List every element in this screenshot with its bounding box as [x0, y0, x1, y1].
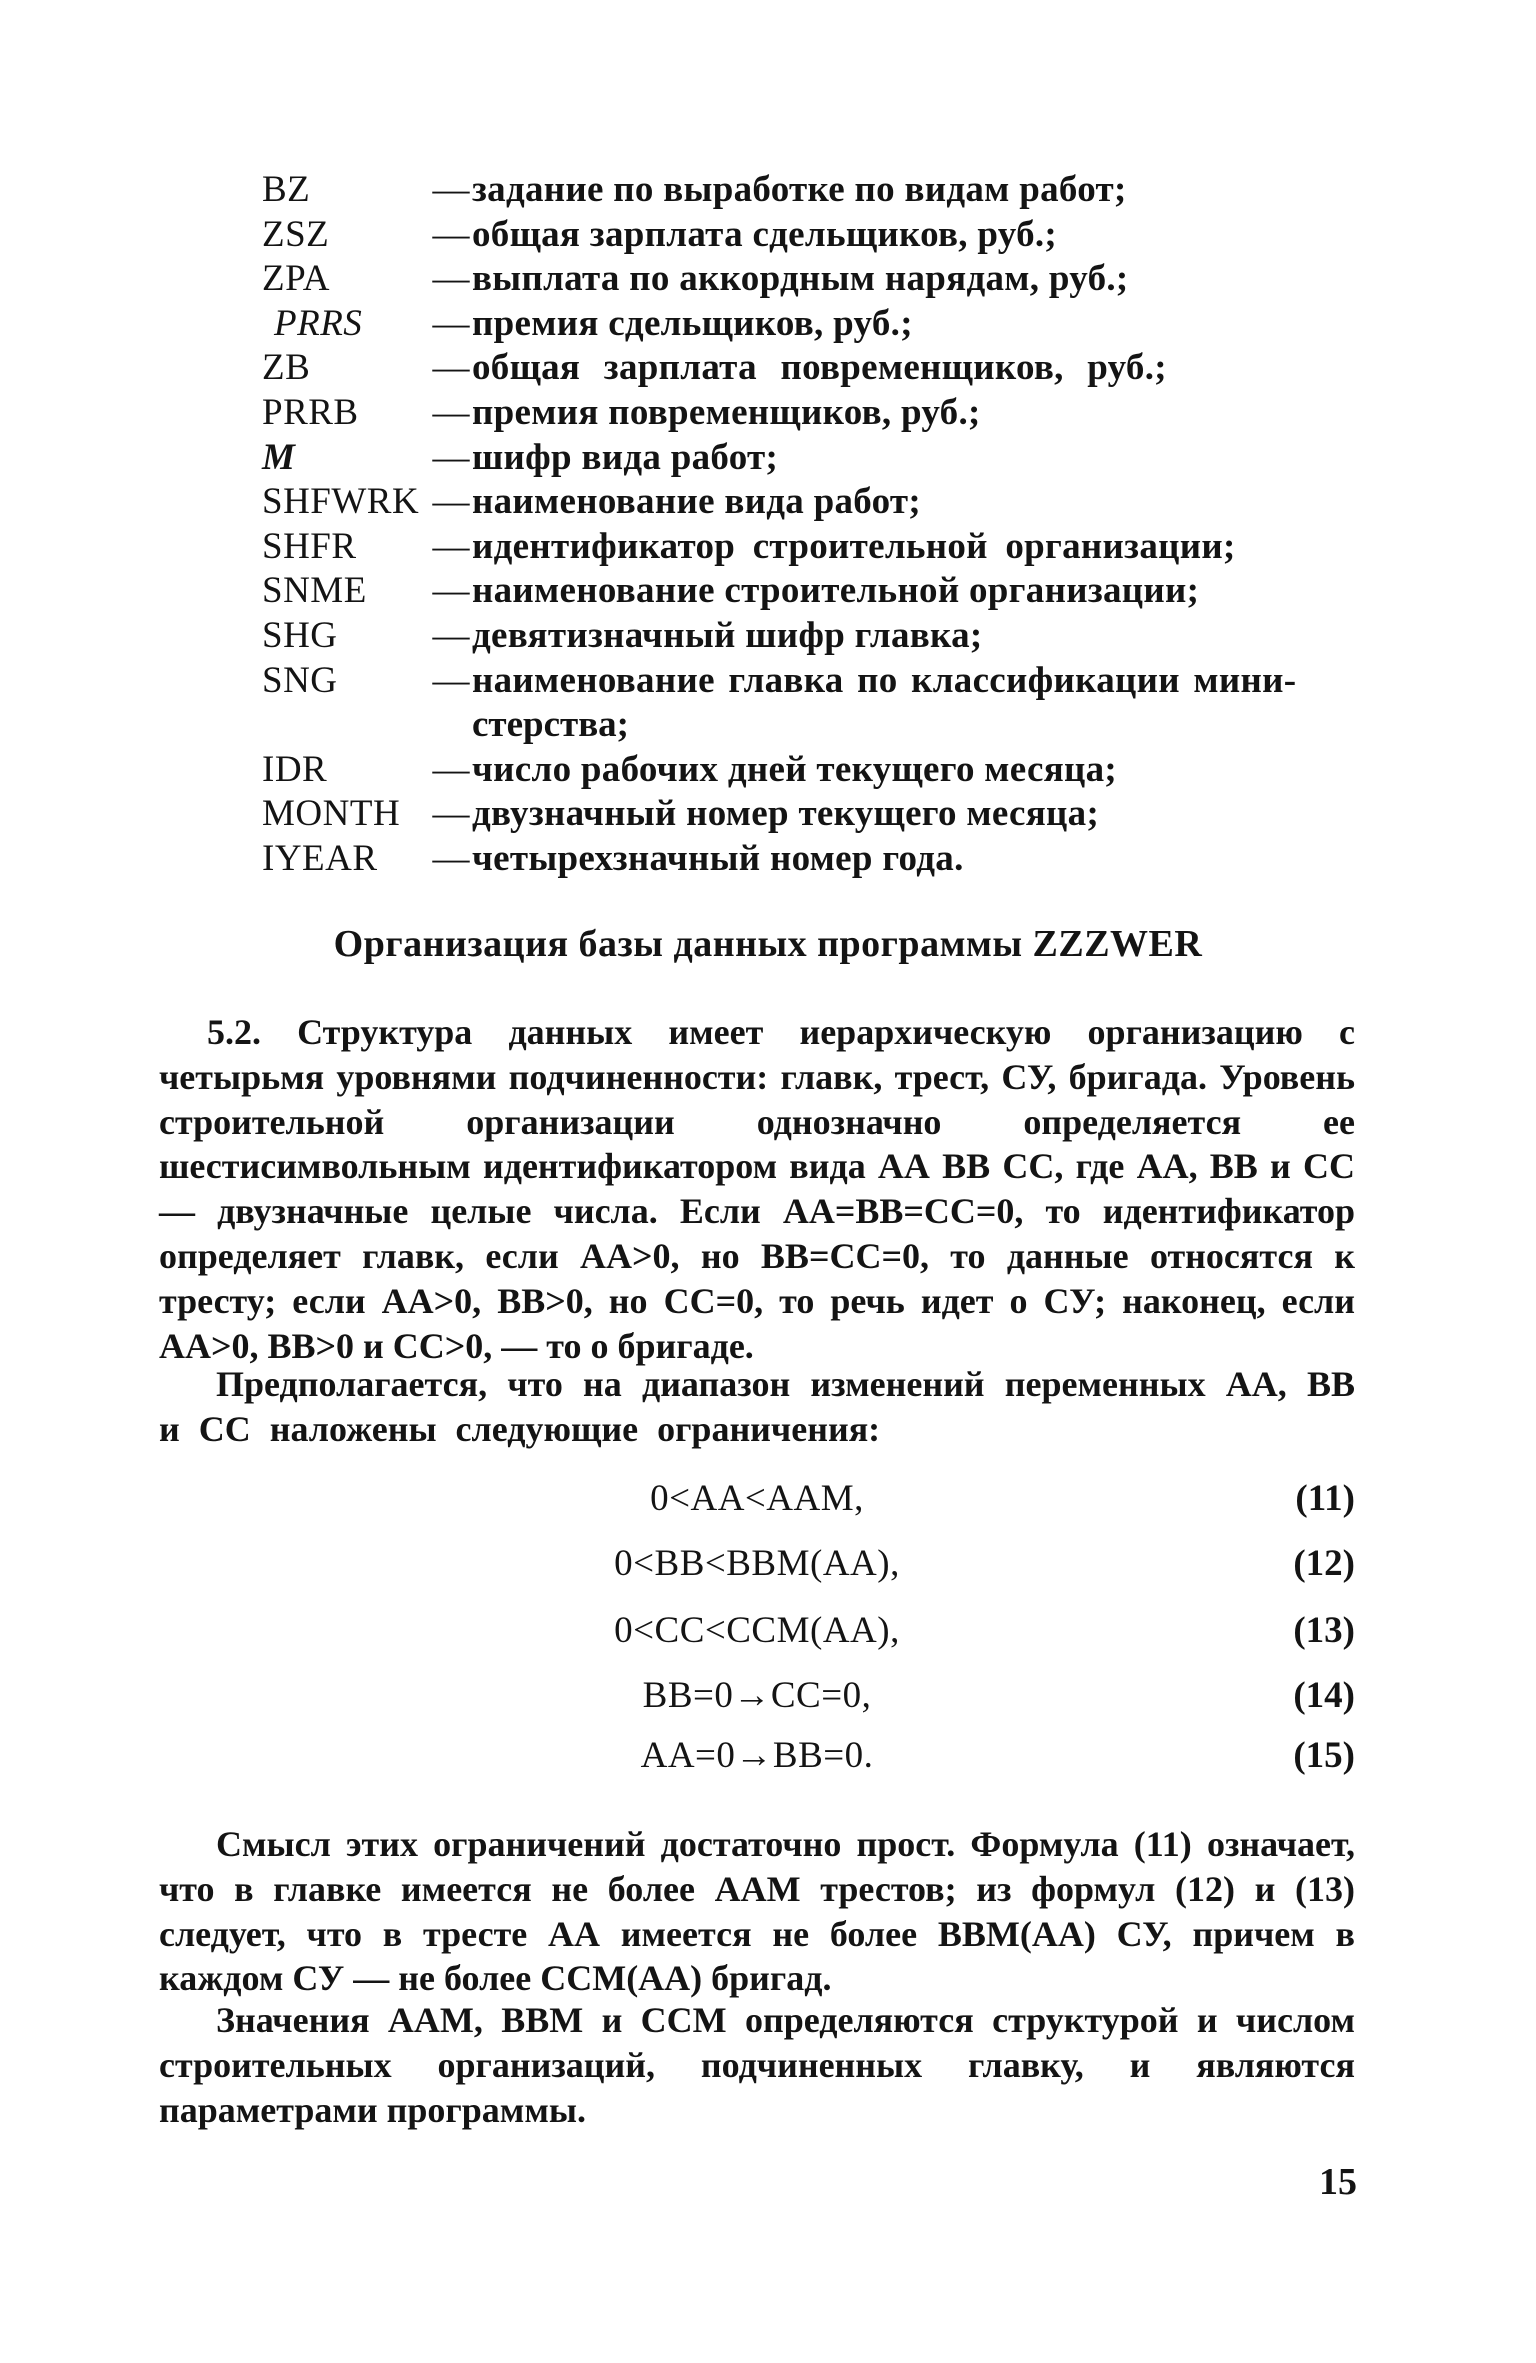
variable-dash: —: [432, 436, 470, 478]
variable-name: IDR: [262, 748, 328, 790]
section-heading: Организация базы данных программы ZZZWER: [333, 923, 1203, 965]
variable-name: ZPA: [262, 258, 331, 300]
variable-row: [262, 346, 1312, 391]
variable-description: общая зарплата сдельщиков, руб.;: [472, 213, 1058, 255]
variable-description: шифр вида работ;: [472, 436, 779, 478]
variable-name: ZB: [262, 347, 311, 389]
formula-row: [159, 1606, 1355, 1671]
variable-row: [262, 391, 1312, 436]
formula-row: [159, 1474, 1355, 1539]
variable-name: PRRS: [274, 302, 363, 344]
formula-expression: 0<AA<AAM,: [650, 1478, 864, 1519]
formula-number: (13): [1293, 1610, 1355, 1651]
variable-dash: —: [432, 169, 470, 210]
variable-row: [262, 480, 1312, 525]
paragraph-constraints-intro: Предполагается, что на диапазон изменений переменных АА, ВВ и СС наложены следующие ограничения:: [159, 1364, 1355, 1449]
page-number: 15: [1319, 2161, 1357, 2203]
variable-list: [262, 168, 1312, 882]
variable-name: SNME: [262, 570, 367, 612]
variable-row: [262, 614, 1312, 659]
variable-name: ZSZ: [262, 213, 330, 255]
variable-row: [262, 837, 1312, 882]
formula-number: (15): [1293, 1735, 1355, 1776]
variable-name: SNG: [262, 659, 338, 701]
variable-description-continuation: стерства;: [472, 704, 629, 746]
variable-description: наименование главка по классификации мини-: [472, 659, 1297, 701]
variable-dash: —: [432, 391, 470, 433]
variable-dash: —: [432, 570, 470, 612]
variable-dash: —: [432, 659, 470, 701]
variable-dash: —: [432, 347, 470, 389]
variable-dash: —: [432, 302, 470, 344]
variable-description: наименование вида работ;: [472, 481, 922, 523]
formula-expression: 0<BB<BBM(AA),: [614, 1543, 900, 1584]
formula-number: (12): [1293, 1543, 1355, 1584]
variable-row: [262, 525, 1312, 570]
variable-description: девятизначный шифр главка;: [472, 614, 983, 656]
variable-row: [262, 302, 1312, 347]
variable-name: M: [262, 436, 296, 478]
variable-description: общая зарплата повременщиков, руб.;: [472, 347, 1167, 389]
variable-dash: —: [432, 837, 470, 879]
variable-description: премия сдельщиков, руб.;: [472, 302, 913, 344]
paragraph-structure: 5.2. Структура данных имеет иерархическую организацию с четырьмя уровнями подчиненности: главк, трест, СУ, бригада. Уровень строительной организации однозначно определяется ее шестисимвольным идентификатором вида АА ВВ СС, где АА, ВВ и СС — двузначные целые числа. Если АА=ВВ=СС=0, то идентификатор определяет главк, если АА>0, но ВВ=СС=0, то данные относятся к тресту; если АА>0, ВВ>0, но СС=0, то речь идет о СУ; наконец, если АА>0, ВВ>0 и СС>0, — то о бригаде.: [159, 1012, 1355, 1366]
formula-block: [159, 1474, 1355, 1796]
formula-row: [159, 1671, 1355, 1731]
formula-row: [159, 1731, 1355, 1796]
variable-row: [262, 569, 1312, 614]
variable-name: IYEAR: [262, 837, 378, 879]
variable-dash: —: [432, 525, 470, 567]
formula-number: (11): [1295, 1478, 1355, 1519]
variable-row: [262, 436, 1312, 481]
variable-description: двузначный номер текущего месяца;: [472, 793, 1100, 835]
variable-dash: —: [432, 793, 470, 835]
variable-row: [262, 748, 1312, 793]
variable-description: задание по выработке по видам работ;: [472, 169, 1127, 210]
variable-dash: —: [432, 614, 470, 656]
variable-description: наименование строительной организации;: [472, 570, 1200, 612]
variable-dash: —: [432, 481, 470, 523]
formula-expression: AA=0→BB=0.: [640, 1735, 874, 1776]
variable-description: идентификатор строительной организации;: [472, 525, 1236, 567]
variable-name: SHG: [262, 614, 338, 656]
variable-dash: —: [432, 258, 470, 300]
variable-description: выплата по аккордным нарядам, руб.;: [472, 258, 1129, 300]
variable-row: [262, 257, 1312, 302]
variable-name: SHFWRK: [262, 481, 420, 523]
paragraph-meaning: Смысл этих ограничений достаточно прост. Формула (11) означает, что в главке имеется не более ААМ трестов; из формул (12) и (13) следует, что в тресте АА имеется не более ВВМ(АА) СУ, причем в каждом СУ — не более ССМ(АА) бригад.: [159, 1824, 1355, 1999]
formula-number: (14): [1293, 1675, 1355, 1716]
variable-dash: —: [432, 213, 470, 255]
variable-row: [262, 168, 1312, 213]
formula-expression: BB=0→CC=0,: [642, 1675, 872, 1716]
variable-row: [262, 792, 1312, 837]
variable-dash: —: [432, 748, 470, 790]
variable-description: число рабочих дней текущего месяца;: [472, 748, 1118, 790]
variable-name: MONTH: [262, 793, 401, 835]
variable-name: BZ: [262, 169, 311, 210]
variable-description: четырехзначный номер года.: [472, 837, 964, 879]
variable-name: SHFR: [262, 525, 357, 567]
variable-row: [262, 659, 1312, 704]
formula-row: [159, 1539, 1355, 1606]
formula-expression: 0<CC<CCM(AA),: [614, 1610, 900, 1651]
variable-description: премия повременщиков, руб.;: [472, 391, 981, 433]
variable-row: [262, 213, 1312, 258]
paragraph-parameters: Значения ААМ, ВВМ и ССМ определяются структурой и числом строительных организаций, подчиненных главку, и являются параметрами программы.: [159, 2000, 1355, 2130]
variable-name: PRRB: [262, 391, 359, 433]
